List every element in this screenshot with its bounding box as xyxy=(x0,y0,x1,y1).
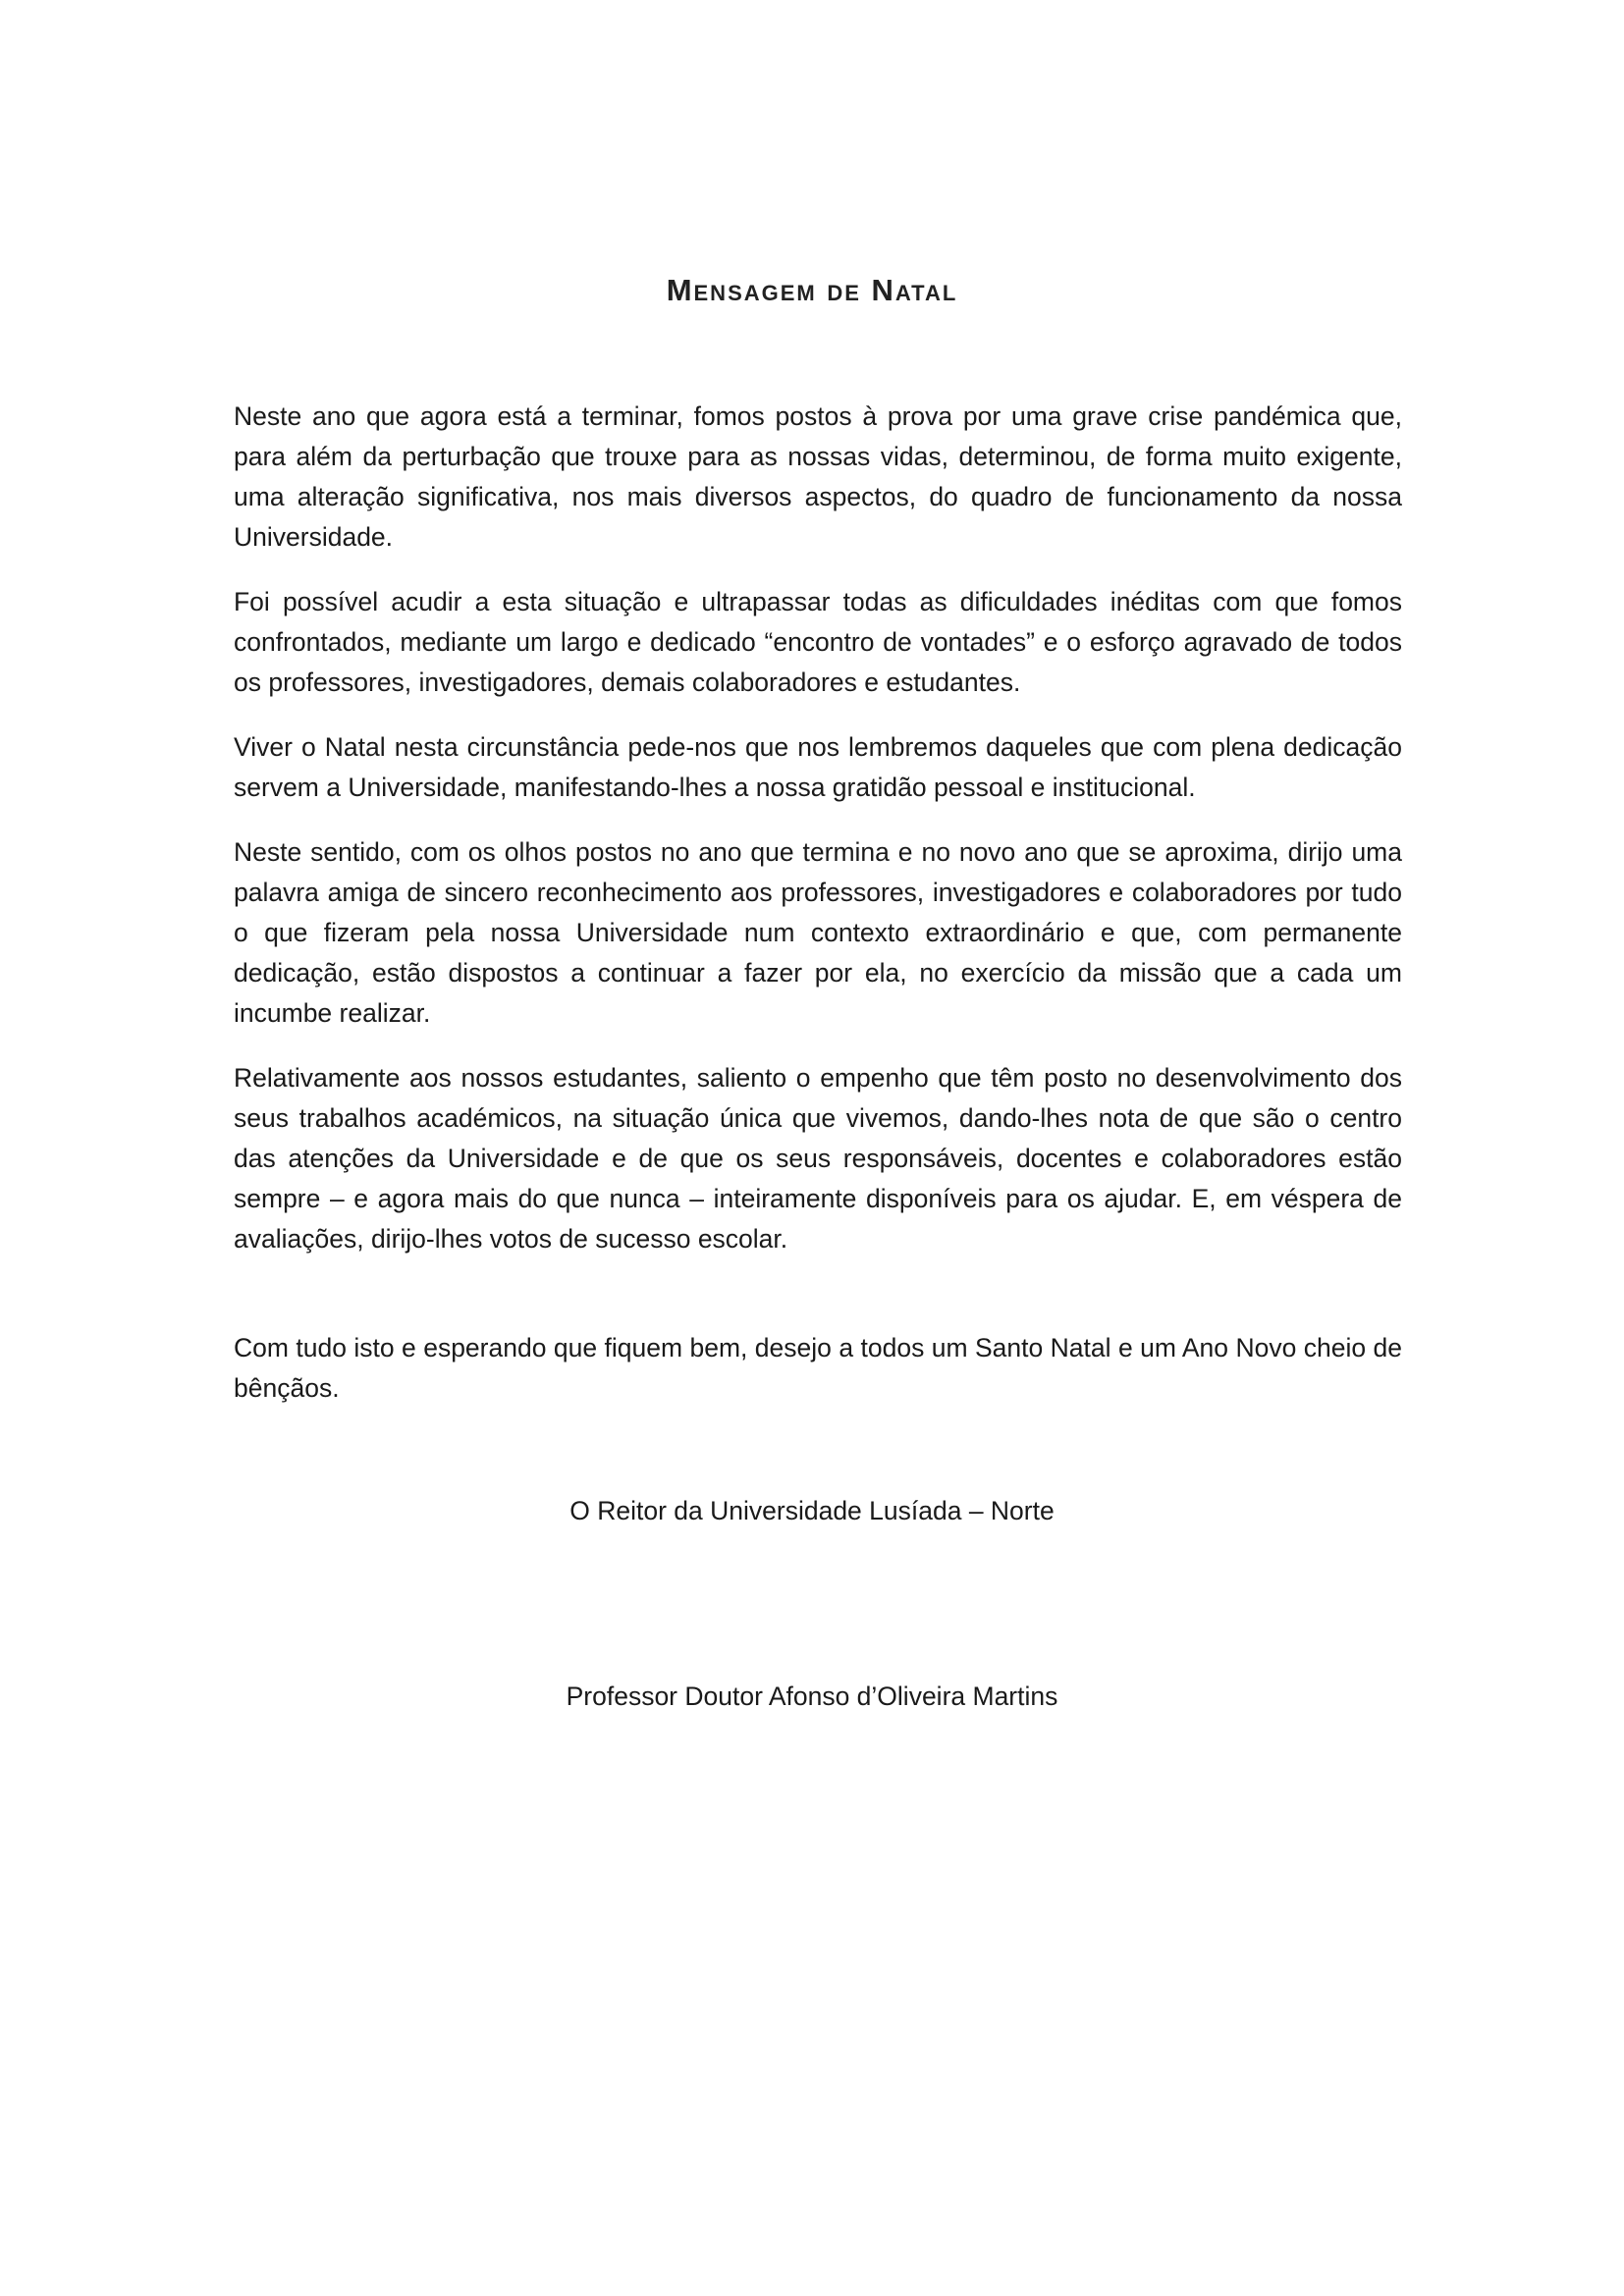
paragraph-1: Neste ano que agora está a terminar, fomos postos à prova por uma grave crise pandémica que, para além da perturbação que trouxe para as nossas vidas, determinou, de forma muito exigente, uma alteração significativa, nos mais diversos aspectos, do quadro de funcionamento da nossa Universidade. xyxy=(234,401,1402,552)
paragraph-5: Relativamente aos nossos estudantes, saliento o empenho que têm posto no desenvolvimento dos seus trabalhos académicos, na situação única que vivemos, dando-lhes nota de que são o centro das atenções da Universidade e de que os seus responsáveis, docentes e colaboradores estão sempre – e agora mais do que nunca – inteiramente disponíveis para os ajudar. E, em véspera de avaliações, dirijo-lhes votos de sucesso escolar. xyxy=(234,1063,1402,1254)
signature-role: O Reitor da Universidade Lusíada – Norte xyxy=(569,1496,1055,1525)
document-body xyxy=(234,397,1402,1433)
document-title: Mensagem de Natal xyxy=(666,273,958,307)
paragraph-4: Neste sentido, com os olhos postos no ano que termina e no novo ano que se aproxima, dirijo uma palavra amiga de sincero reconhecimento aos professores, investigadores e colaboradores por tudo o que fizeram pela nossa Universidade num contexto extraordinário e que, com permanente dedicação, estão dispostos a continuar a fazer por ela, no exercício da missão que a cada um incumbe realizar. xyxy=(234,837,1402,1028)
paragraph-3: Viver o Natal nesta circunstância pede-nos que nos lembremos daqueles que com plena dedicação servem a Universidade, manifestando-lhes a nossa gratidão pessoal e institucional. xyxy=(234,732,1402,802)
closing-paragraph: Com tudo isto e esperando que fiquem bem, desejo a todos um Santo Natal e um Ano Novo cheio de bênçãos. xyxy=(234,1333,1402,1403)
signature-name: Professor Doutor Afonso d’Oliveira Martins xyxy=(566,1682,1058,1711)
paragraph-2: Foi possível acudir a esta situação e ultrapassar todas as dificuldades inéditas com que fomos confrontados, mediante um largo e dedicado “encontro de vontades” e o esforço agravado de todos os professores, investigadores, demais colaboradores e estudantes. xyxy=(234,587,1402,697)
